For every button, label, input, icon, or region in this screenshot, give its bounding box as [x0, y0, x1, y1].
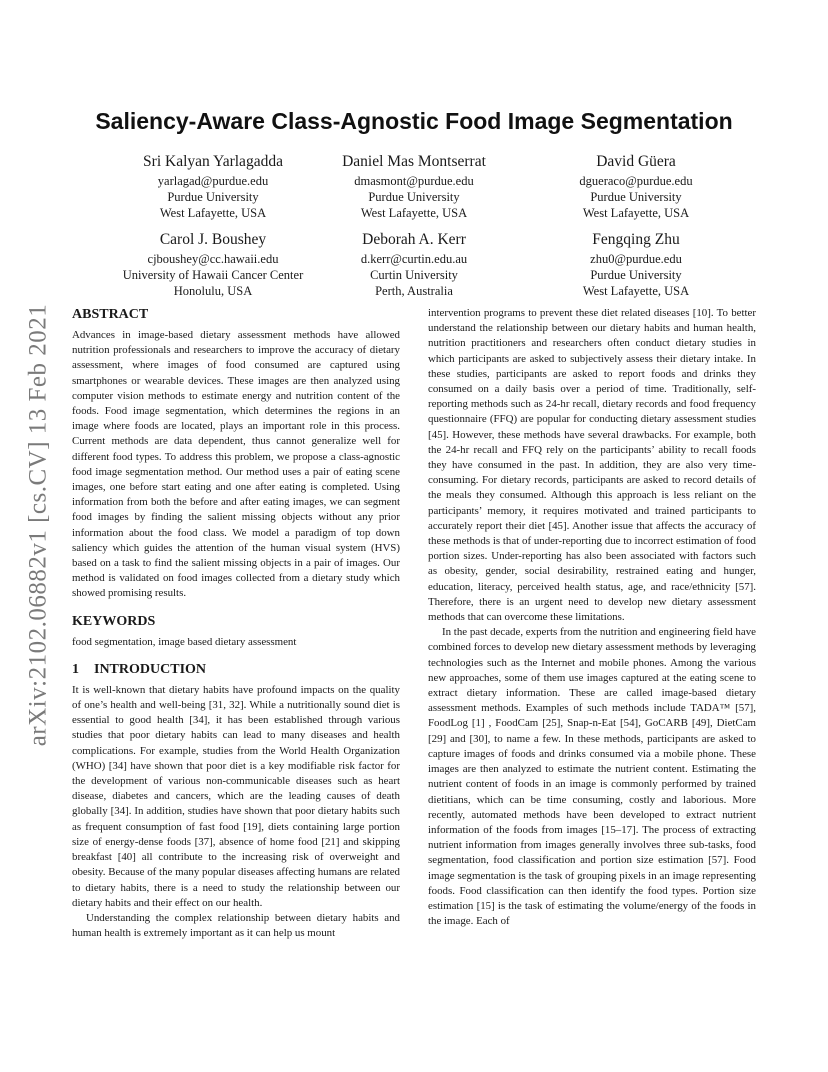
author-email: cjboushey@cc.hawaii.edu	[147, 252, 279, 266]
author-affiliation: Purdue University	[368, 190, 460, 204]
author-location: West Lafayette, USA	[159, 206, 267, 220]
left-column	[72, 306, 400, 941]
author-location: West Lafayette, USA	[582, 206, 690, 220]
author-location: Honolulu, USA	[173, 284, 253, 298]
author-name: Carol J. Boushey	[159, 231, 267, 248]
author-location: Perth, Australia	[375, 284, 453, 298]
author-block	[294, 230, 534, 299]
author-email: yarlagad@purdue.edu	[157, 174, 269, 188]
author-location: West Lafayette, USA	[582, 284, 690, 298]
author-affiliation: Purdue University	[590, 190, 682, 204]
author-email: zhu0@purdue.edu	[590, 252, 682, 266]
right-column	[428, 306, 756, 929]
abstract-text: Advances in image-based dietary assessment methods have allowed nutrition professionals and researchers to improve the accuracy of dietary assessment, where images of food consumed are captured using smartphones or wearable devices. These images are then analyzed using computer vision methods to estimate energy and nutrition content of the foods. Food image segmentation, which determines the regions in an image where foods are located, plays an important role in this process. Current methods are data dependent, thus cannot generalize well for different food types. To address this problem, we propose a class-agnostic food image segmentation method. Our method uses a pair of eating scene images, one before start eating and one after eating is completed. Using information from both the before and after eating images, we can segment food images by finding the salient missing objects without any prior information about the food class. We model a paradigm of top down saliency which guides the attention of the human visual system (HVS) based on a task to find the salient missing objects in a pair of images. Our method is validated on food images collected from a dietary study which showed promising results.	[72, 329, 400, 600]
arxiv-side-stamp	[18, 290, 58, 760]
author-name: Deborah A. Kerr	[362, 231, 466, 248]
author-affiliation: University of Hawaii Cancer Center	[122, 268, 304, 282]
author-block	[516, 152, 756, 221]
intro-paragraph-3: In the past decade, experts from the nutrition and engineering field have combined forces to develop new dietary assessment methods by leveraging technologies such as the Internet and mobile phones. Among the various new approaches, some of them use images captured at the eating scene to extract dietary information. These are called image-based dietary assessment methods. Examples of such methods include TADA™ [57], FoodLog [1] , FoodCam [25], Snap-n-Eat [54], GoCARB [49], DietCam [29] and [30], to name a few. In these methods, participants are asked to capture images of foods and drinks consumed via a mobile phone. These images are then analyzed to estimate the nutrient content. Estimating the nutrient content of foods in an image is commonly performed by trained dietitians, which can be time consuming, costly and laborious. More recently, automated methods have been developed to extract nutrient information of the foods from images [15–17]. The process of extracting nutrient information from images generally involves three sub-tasks, food segmentation, food classification and portion size estimation [57]. Food image segmentation is the task of grouping pixels in an image representing foods. Food classification can then identify the food types. Portion size estimation [15] is the task of estimating the volume/energy of the foods in the image. Each of	[428, 626, 756, 928]
author-email: dmasmont@purdue.edu	[354, 174, 474, 188]
author-affiliation: Purdue University	[590, 268, 682, 282]
paper-title: Saliency-Aware Class-Agnostic Food Image Segmentation	[95, 108, 733, 134]
author-affiliation: Purdue University	[167, 190, 259, 204]
author-affiliation: Curtin University	[370, 268, 458, 282]
section-number: 1	[72, 661, 79, 677]
introduction-heading	[72, 661, 400, 679]
intro-paragraph-2-continued: intervention programs to prevent these diet related diseases [10]. To better understand the relationship between our dietary habits and human health, nutrition practitioners and researchers often conduct dietary studies in which participants are asked to subjectively assess their dietary intake. In these studies, participants are asked to report foods and drinks they consumed on a daily basis over a period of time. Traditionally, self-reporting methods such as 24-hr recall, dietary records and food frequency questionnaire (FFQ) are popular for conducting dietary assessment studies [45]. However, these methods have several drawbacks. For example, both the 24-hr recall and FFQ rely on the participants’ ability to recall foods they have consumed in the past. In addition, they are also very time-consuming. For dietary records, participants are asked to record details of the meals they consumed. Although this approach is less reliant on the participants’ memory, it requires motivated and trained participants to accurately report their diet [45]. Another issue that affects the accuracy of these methods is that of under-reporting due to incorrect estimation of food portion sizes. Under-reporting has also been associated with factors such as obesity, gender, social desirability, restrained eating and hunger, education, literacy, perceived health status, age, and race/ethnicity [57]. Therefore, there is an urgent need to develop new dietary assessment methods that can overcome these limitations.	[428, 307, 756, 624]
author-name: Fengqing Zhu	[592, 231, 680, 248]
author-name: Sri Kalyan Yarlagadda	[143, 153, 283, 170]
author-email: dgueraco@purdue.edu	[579, 174, 693, 188]
keywords-text: food segmentation, image based dietary assessment	[72, 635, 297, 648]
intro-paragraph-2: Understanding the complex relationship between dietary habits and human health is extremely important as it can help us mount	[72, 911, 400, 940]
intro-paragraph-1: It is well-known that dietary habits have profound impacts on the quality of one’s health and well-being [31, 32]. While a nutritionally sound diet is essential to good health [34], it has been established through various studies that poor dietary habits can lead to many diseases and health complications. For example, studies from the World Health Organization (WHO) [34] have shown that poor diet is a key modifiable risk factor for the development of various non-communicable diseases such as heart disease, diabetes and cancers, which are the leading causes of death globally [34]. In addition, studies have shown that poor dietary habits such as frequent consumption of fast food [19], diets containing large portion size of energy-dense foods [37], absence of home food [21] and skipping breakfast [40] all contribute to the increasing risk of overweight and obesity. Because of the many popular diseases affecting humans are related to dietary habits, there is a need to study the relationship between our dietary habits and their effect on our health.	[72, 683, 400, 909]
author-location: West Lafayette, USA	[360, 206, 468, 220]
author-block	[516, 230, 756, 299]
author-email: d.kerr@curtin.edu.au	[360, 252, 468, 266]
abstract-heading: ABSTRACT	[72, 307, 149, 322]
keywords-heading: KEYWORDS	[72, 613, 156, 629]
author-block	[294, 152, 534, 221]
section-title: INTRODUCTION	[94, 661, 207, 677]
author-name: David Güera	[596, 153, 676, 170]
author-name: Daniel Mas Montserrat	[342, 153, 486, 170]
arxiv-identifier: arXiv:2102.06882v1 [cs.CV] 13 Feb 2021	[24, 303, 52, 747]
